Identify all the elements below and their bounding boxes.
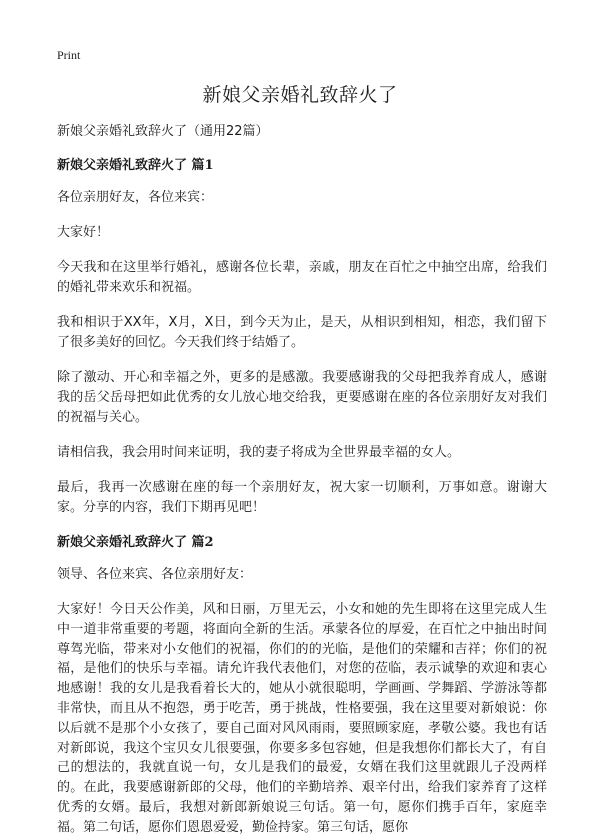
paragraph: 领导、各位来宾、各位亲朋好友： (57, 567, 253, 582)
document-subtitle: 新娘父亲婚礼致辞火了（通用22篇） (57, 124, 269, 139)
paragraph: 除了激动、开心和幸福之外，更多的是感激。我要感谢我的父母把我养育成人，感谢我的岳父岳母把如此优秀的女儿放心地交给我，更要感谢在座的各位亲朋好友对我们的祝福与关心。 (57, 370, 547, 425)
print-link[interactable]: Print (57, 48, 81, 62)
document-body (57, 122, 547, 838)
paragraph: 今天我和在这里举行婚礼，感谢各位长辈，亲戚，朋友在百忙之中抽空出席，给我们的婚礼带来欢乐和祝福。 (57, 260, 547, 295)
paragraph: 我和相识于XX年，X月，X日，到今天为止，是天，从相识到相知，相恋，我们留下了很多美好的回忆。今天我们终于结婚了。 (57, 315, 547, 350)
section-heading-2: 新娘父亲婚礼致辞火了 篇2 (57, 535, 214, 550)
section-heading-1: 新娘父亲婚礼致辞火了 篇1 (57, 158, 214, 173)
paragraph: 大家好！今日天公作美，风和日丽，万里无云，小女和她的先生即将在这里完成人生中一道非常重要的考题，将面向全新的生活。承蒙各位的厚爱，在百忙之中抽出时间尊驾光临，带来对小女他们的祝福，你们的的光临，是他们的荣耀和吉祥；你们的祝福，是他们的快乐与幸福。请允许我代表他们，对您的莅临，表示诚挚的欢迎和衷心地感谢！我的女儿是我看着长大的，她从小就很聪明，学画画、学舞蹈、学游泳等都非常快，而且从不抱怨，勇于吃苦，勇于挑战，性格要强，我在这里要对新娘说：你以后就不是那个小女孩了，要自己面对风风雨雨，要照顾家庭，孝敬公婆。我也有话对新郎说，我这个宝贝女儿很要强，你要多多包容她，但是我想你们都长大了，有自己的想法的，我就直说一句，女儿是我们的最爱，女婿在我们这里就跟儿子没两样的。在此，我要感谢新郎的父母，他们的辛勤培养、艰辛付出，给我们家养育了这样优秀的女婿。最后，我想对新郎新娘说三句话。第一句，愿你们携手百年，家庭幸福。第二句话，愿你们恩恩爱爱，勤俭持家。第三句话，愿你 (57, 602, 547, 835)
paragraph: 请相信我，我会用时间来证明，我的妻子将成为全世界最幸福的女人。 (57, 445, 461, 460)
paragraph: 大家好！ (57, 225, 110, 240)
page-title: 新娘父亲婚礼致辞火了 (202, 84, 398, 106)
paragraph: 各位亲朋好友，各位来宾： (57, 190, 214, 205)
paragraph: 最后，我再一次感谢在座的每一个亲朋好友，祝大家一切顺利，万事如意。谢谢大家。分享的内容，我们下期再见吧！ (57, 480, 547, 515)
